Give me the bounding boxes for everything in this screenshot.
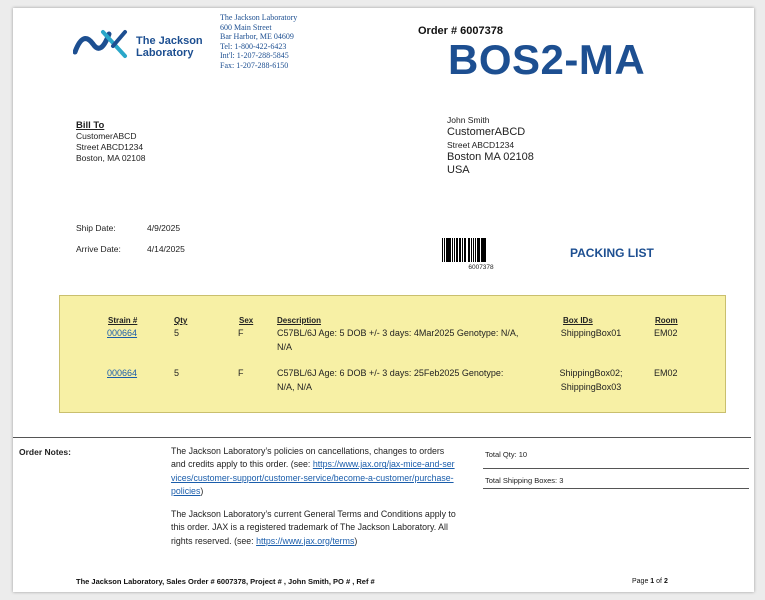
order-notes-terms [171,508,456,548]
ship-to-city: Boston MA 02108 [447,150,534,163]
ship-to-name: John Smith [447,115,490,125]
box-id: ShippingBox01 [560,328,622,338]
sex-cell: F [238,368,244,378]
strain-link[interactable]: 000664 [107,328,138,338]
company-address [220,13,297,70]
room-cell: EM02 [654,368,678,378]
barcode [442,238,520,262]
terms-link[interactable]: https://www.jax.org/terms [256,535,355,546]
description-line: C57BL/6J Age: 5 DOB +/- 3 days: 4Mar2025 Genotype: N/A, [277,328,519,338]
bill-to-block [76,120,145,164]
box-ids-cell [546,366,636,394]
total-shipping-boxes: Total Shipping Boxes: 3 [485,476,564,485]
strain-link[interactable]: 000664 [107,368,138,378]
barcode-number: 6007378 [468,264,494,271]
bill-to-line: CustomerABCD [76,131,137,141]
terms-text: The Jackson Laboratory’s current General Terms and Conditions apply to this order. JAX is a registered trademark of The Jackson Laboratory. All rights reserved. (see: [171,509,456,546]
header-room: Room [655,316,678,325]
box-id: ShippingBox03 [560,382,622,392]
footer-order-info: The Jackson Laboratory, Sales Order # 6007378, Project # , John Smith, PO # , Ref # [76,577,375,586]
total-qty: Total Qty: 10 [485,450,528,459]
description-line: C57BL/6J Age: 6 DOB +/- 3 days: 25Feb2025 Genotype: [277,368,504,378]
totals-divider [483,488,749,489]
packing-list-title: PACKING LIST [570,246,654,260]
qty-cell: 5 [174,368,180,378]
bill-to-title: Bill To [76,120,105,131]
description-line: N/A [277,342,293,352]
totals-divider [483,468,749,469]
qty-cell: 5 [174,328,180,338]
bill-to-line: Boston, MA 02108 [76,153,146,163]
ship-to-country: USA [447,164,470,176]
arrive-date-label: Arrive Date: [76,244,121,254]
header-description: Description [277,316,322,325]
logo-line-2: Laboratory [136,47,194,59]
order-number: Order # 6007378 [418,25,504,37]
header-qty: Qty [174,316,188,325]
section-divider [13,437,751,438]
address-line: Int'l: 1-207-288-5845 [220,51,289,60]
header-strain: Strain # [108,316,138,325]
page-of: of [654,578,664,585]
address-line: Tel: 1-800-422-6423 [220,41,287,51]
box-id: ShippingBox02; [559,368,623,378]
page-indicator [632,578,668,585]
arrive-date-value: 4/14/2025 [147,244,185,254]
box-ids-cell [546,326,636,340]
jax-logo-icon [73,26,133,60]
description-line: N/A, N/A [277,382,313,392]
order-notes-policies [171,445,456,498]
header-box-ids: Box IDs [563,316,593,325]
policies-text: The Jackson Laboratory’s policies on cancellations, changes to orders and credits apply to this order. (see: [171,446,445,470]
sex-cell: F [238,328,244,338]
ship-date-value: 4/9/2025 [147,223,181,233]
room-cell: EM02 [654,328,678,338]
order-notes-label: Order Notes: [19,447,71,457]
logo-line-1: The Jackson [136,35,203,47]
page-total: 2 [663,578,668,585]
packing-list-page [13,8,754,592]
bill-to-line: Street ABCD1234 [76,142,144,152]
ship-date-label: Ship Date: [76,223,116,233]
address-line: Bar Harbor, ME 04609 [220,32,294,41]
address-line: 600 Main Street [220,22,272,32]
address-line: Fax: 1-207-288-6150 [220,60,289,70]
destination-code: BOS2-MA [448,36,646,83]
address-line: The Jackson Laboratory [220,13,298,22]
terms-text-end: ) [354,535,358,546]
ship-to-block [447,115,534,178]
page-number: 1 [650,578,655,585]
description-cell [277,366,527,394]
page-prefix: Page [632,578,651,585]
ship-to-street: Street ABCD1234 [447,139,515,150]
ship-to-company: CustomerABCD [447,126,526,138]
header-sex: Sex [239,316,254,325]
logo-text [136,35,203,59]
barcode-stripe [484,238,485,262]
purchase-policies-link[interactable]: https://www.jax.org/jax-mice-and-services/customer-support/customer-service/become-a-customer/purchase-policies [171,459,455,496]
description-cell [277,326,547,354]
items-table [59,295,726,413]
policies-text-end: ) [200,485,204,496]
